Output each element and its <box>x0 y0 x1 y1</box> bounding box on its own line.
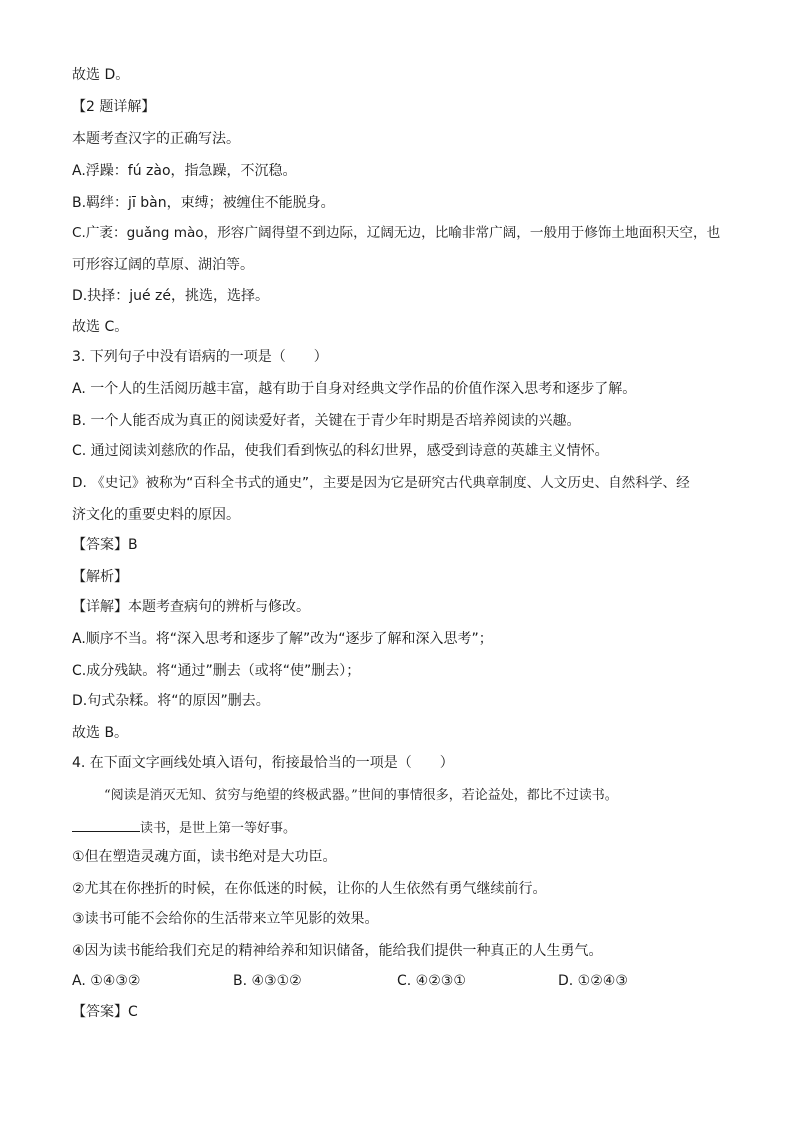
quote-passage: “阅读是消灭无知、贫穷与绝望的终极武器。”世间的事情很多，若论益处，都比不过读书。 <box>104 788 618 803</box>
option-line: C. 通过阅读刘慈欣的作品，使我们看到恢弘的科幻世界，感受到诗意的英雄主义情怀。 <box>72 443 609 459</box>
option-line: A. 一个人的生活阅历越丰富，越有助于自身对经典文学作品的价值作深入思考和逐步了解。 <box>72 381 637 397</box>
question-title: 4. 在下面文字画线处填入语句，衔接最恰当的一项是（ ） <box>72 755 454 771</box>
text-line: D.抉择：jué zé，挑选，选择。 <box>72 288 270 304</box>
text-line: C.广袤：guǎng mào，形容广阔得望不到边际，辽阔无边，比喻非常广阔，一般用于修饰土地面积天空，也 <box>72 225 721 241</box>
text-line: 【详解】本题考查病句的辨析与修改。 <box>72 599 310 615</box>
sentence-item: ①但在塑造灵魂方面，读书绝对是大功臣。 <box>72 849 337 865</box>
choice-c: C. ④②③① <box>397 973 466 989</box>
fill-blank-line <box>72 818 140 832</box>
text-line: B.羁绊：jī bàn，束缚；被缠住不能脱身。 <box>72 195 335 211</box>
choice-a: A. ①④③② <box>72 973 141 989</box>
text-line: D.句式杂糅。将“的原因”删去。 <box>72 693 270 709</box>
option-line: B. 一个人能否成为真正的阅读爱好者，关键在于青少年时期是否培养阅读的兴趣。 <box>72 413 581 429</box>
passage-continuation: 读书，是世上第一等好事。 <box>140 821 297 836</box>
answer-label: 【答案】C <box>72 1004 138 1020</box>
sentence-item: ④因为读书能给我们充足的精神给养和知识储备，能给我们提供一种真正的人生勇气。 <box>72 943 603 959</box>
text-line: 故选 D。 <box>72 67 130 83</box>
sentence-item: ②尤其在你挫折的时候，在你低迷的时候，让你的人生依然有勇气继续前行。 <box>72 881 547 897</box>
text-line: 故选 B。 <box>72 725 129 741</box>
text-line: A.顺序不当。将“深入思考和逐步了解”改为“逐步了解和深入思考”； <box>72 631 493 647</box>
answer-label: 【答案】B <box>72 537 138 553</box>
text-line: A.浮躁：fú zào，指急躁，不沉稳。 <box>72 163 297 179</box>
text-line: 本题考查汉字的正确写法。 <box>72 131 240 147</box>
text-line: 故选 C。 <box>72 319 129 335</box>
text-line: 可形容辽阔的草原、湖泊等。 <box>72 257 254 273</box>
analysis-label: 【解析】 <box>72 569 128 585</box>
text-line: C.成分残缺。将“通过”删去（或将“使”删去）； <box>72 663 361 679</box>
choice-b: B. ④③①② <box>233 973 302 989</box>
question-title: 3. 下列句子中没有语病的一项是（ ） <box>72 349 328 365</box>
sentence-item: ③读书可能不会给你的生活带来立竿见影的效果。 <box>72 911 379 927</box>
choice-d: D. ①②④③ <box>558 973 628 989</box>
section-heading: 【2 题详解】 <box>72 99 156 115</box>
text-line <box>72 818 296 838</box>
option-line: D. 《史记》被称为“百科全书式的通史”，主要是因为它是研究古代典章制度、人文历史、自然科学、经 <box>72 475 690 491</box>
text-line: 济文化的重要史料的原因。 <box>72 507 240 523</box>
